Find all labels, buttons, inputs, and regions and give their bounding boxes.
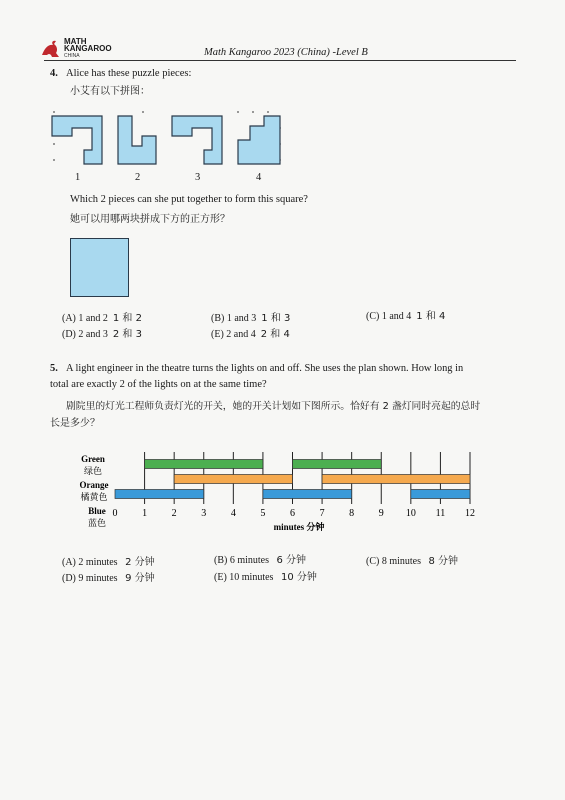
option-text: 1 and 2 [78, 313, 108, 324]
chart-xlabel: minutes 分钟 [273, 522, 325, 532]
tick-label-8: 8 [349, 508, 355, 519]
q5-option-d[interactable] [62, 569, 155, 584]
bar-orange-1 [174, 475, 292, 484]
puzzle-piece-4 [238, 116, 280, 164]
option-text-zh: 6 分钟 [276, 555, 307, 566]
tick-label-2: 2 [171, 508, 177, 519]
option-letter: (E) [214, 572, 227, 583]
tick-label-9: 9 [378, 508, 384, 519]
piece-label-3: 3 [195, 172, 201, 183]
option-text-zh: 1 和 2 [112, 313, 142, 324]
q5-option-a[interactable] [62, 553, 155, 568]
light-schedule-chart [60, 446, 560, 541]
option-letter: (A) [62, 313, 76, 324]
q5-option-e[interactable] [214, 568, 317, 583]
q4-number: 4. [50, 68, 58, 79]
logo-line2: KANGAROO [64, 44, 112, 53]
header-rule [44, 60, 516, 61]
option-text: 8 minutes [381, 556, 422, 567]
option-text-zh: 2 和 4 [260, 329, 290, 340]
piece-label-1: 1 [75, 172, 81, 183]
tick-label-7: 7 [319, 508, 325, 519]
bar-blue-1 [115, 490, 204, 499]
option-text: 1 and 3 [226, 313, 257, 324]
series-label-zh-green: 绿色 [83, 466, 103, 476]
option-text-zh: 1 和 4 [416, 311, 446, 322]
tick-label-1: 1 [142, 508, 148, 519]
option-text: 2 and 4 [226, 329, 256, 340]
q4-option-a[interactable] [62, 309, 142, 324]
series-label-blue: Blue [88, 506, 106, 516]
q5-text-zh-line1: 剧院里的灯光工程师负责灯光的开关，她的开关计划如下图所示。恰好有 2 盏灯同时亮起的总时 [66, 401, 481, 412]
q5-option-c[interactable] [366, 552, 458, 567]
target-square [70, 238, 129, 297]
bar-blue-3 [411, 490, 470, 499]
option-text-zh: 2 分钟 [125, 557, 155, 568]
series-label-zh-orange: 橘黄色 [80, 492, 108, 502]
series-label-orange: Orange [79, 480, 109, 490]
page-header-title: Math Kangaroo 2023 (China) -Level B [204, 47, 368, 58]
option-letter: (A) [62, 557, 76, 568]
q4-text-zh: 小艾有以下拼图： [70, 86, 150, 97]
option-letter: (D) [62, 329, 76, 340]
piece-label-4: 4 [256, 172, 262, 183]
puzzle-piece-3 [172, 116, 222, 164]
option-text-zh: 10 分钟 [280, 572, 317, 583]
option-letter: (B) [214, 555, 228, 566]
puzzle-piece-2 [118, 116, 156, 164]
tick-label-3: 3 [201, 508, 207, 519]
option-text: 9 minutes [78, 573, 118, 584]
q4-text-en: Alice has these puzzle pieces: [66, 68, 192, 79]
q4-option-e[interactable] [211, 325, 290, 340]
bar-blue-2 [263, 490, 352, 499]
option-text: 2 minutes [78, 557, 118, 568]
bar-green-1 [145, 460, 263, 469]
q5-text-en-line2: total are exactly 2 of the lights on at the same time? [50, 379, 267, 390]
q5-number: 5. [50, 363, 58, 374]
option-letter: (B) [211, 313, 225, 324]
option-text-zh: 9 分钟 [125, 573, 155, 584]
logo [40, 38, 120, 60]
kangaroo-logo-icon [40, 39, 62, 59]
logo-line3: CHINA [64, 53, 80, 59]
q4-option-b[interactable] [211, 309, 290, 324]
tick-label-11: 11 [435, 508, 446, 519]
tick-label-5: 5 [260, 508, 266, 519]
option-letter: (D) [62, 573, 76, 584]
option-text-zh: 2 和 3 [112, 329, 142, 340]
tick-label-12: 12 [465, 508, 475, 519]
q5-text-zh-line2: 长是多少？ [50, 418, 100, 429]
piece-label-2: 2 [135, 172, 141, 183]
option-text: 1 and 4 [381, 311, 412, 322]
series-label-zh-blue: 蓝色 [87, 518, 107, 528]
tick-label-4: 4 [230, 508, 236, 519]
series-label-green: Green [81, 454, 105, 464]
tick-label-0: 0 [112, 508, 118, 519]
q4-question-en: Which 2 pieces can she put together to form this square? [70, 194, 308, 205]
q5-option-b[interactable] [214, 551, 306, 566]
bar-green-2 [293, 460, 382, 469]
q4-option-d[interactable] [62, 325, 142, 340]
tick-label-6: 6 [290, 508, 295, 519]
option-text-zh: 8 分钟 [428, 556, 459, 567]
option-text: 6 minutes [229, 555, 270, 566]
option-text: 2 and 3 [78, 329, 108, 340]
tick-label-10: 10 [405, 508, 416, 519]
option-text-zh: 1 和 3 [261, 313, 291, 324]
option-text: 10 minutes [229, 572, 274, 583]
logo-line1: MATH [64, 37, 87, 46]
option-letter: (E) [211, 329, 224, 340]
q4-option-c[interactable] [366, 307, 445, 322]
bar-orange-2 [322, 475, 470, 484]
option-letter: (C) [366, 311, 380, 322]
option-letter: (C) [366, 556, 380, 567]
q5-text-en-line1: A light engineer in the theatre turns the lights on and off. She uses the plan shown. How long in [66, 363, 464, 374]
q4-question-zh: 她可以用哪两块拼成下方的正方形？ [70, 214, 230, 225]
puzzle-piece-1 [52, 116, 102, 164]
puzzle-pieces [48, 102, 288, 182]
